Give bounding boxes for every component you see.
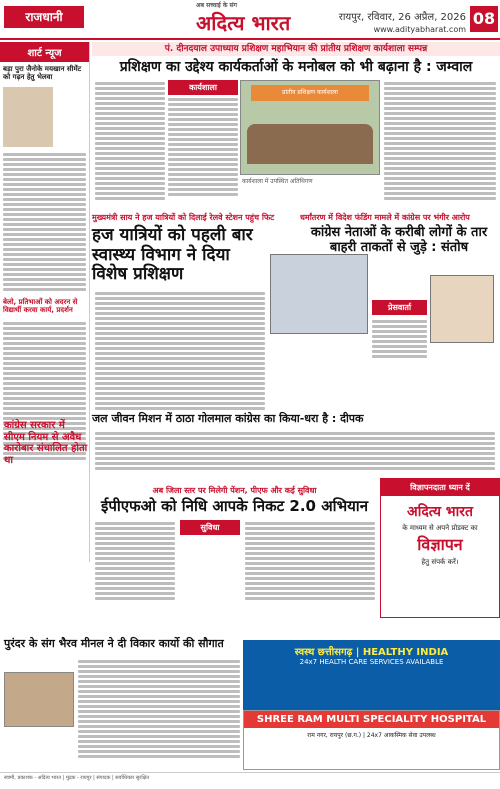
lead-column-3	[384, 80, 496, 210]
lead-headline[interactable]: प्रशिक्षण का उद्देश्य कार्यकर्ताओं के मनोबल को भी बढ़ाना है : जम्वाल	[119, 59, 473, 75]
congress-strip: धर्मांतरण में विदेश फंडिंग मामले में कांग्रेस पर भंगीर आरोप	[300, 213, 470, 222]
sidebar-headline-1: बड़ा पुरा जैनोके मयखान सीमेंट को गढ़न हेतु भेलवा	[3, 65, 82, 82]
epf-body-1	[95, 520, 175, 602]
jal-headline[interactable]: जल जीवन मिशन में ठाठा गोलमाल कांग्रेस का किया-धरा है : दीपक	[92, 412, 364, 425]
logo-tagline: अब सच्चाई के संग	[196, 2, 237, 9]
congress-tag: प्रेसवार्ता	[372, 300, 427, 315]
lead-photo	[240, 80, 380, 175]
hajj-headline[interactable]: हज यात्रियों को पहली बार स्वास्थ्य विभाग ने दिया विशेष प्रशिक्षण	[92, 225, 253, 285]
lead-photo-caption: कार्यशाला में उपस्थित अतिथिगण	[242, 178, 313, 185]
dateline: रायपुर, रविवार, 26 अप्रैल, 2026	[338, 12, 466, 23]
bottom-left-body	[78, 658, 240, 760]
congress-headline[interactable]: कांग्रेस नेताओं के करीबी लोगों के तार बाहरी ताकतों से जुड़े : संतोष	[310, 225, 488, 255]
lead-strip: पं. दीनदयाल उपाध्याय प्रशिक्षण महाभियान की प्रांतीय प्रशिक्षण कार्यशाला सम्पन्न	[92, 42, 500, 56]
epf-body-2	[245, 520, 375, 602]
bottom-left-headline[interactable]: पुरंदर के संग भैरव मीनल ने दी विकार कार्यो की सौगात	[4, 637, 224, 650]
imprint-footer: स्वामी, प्रकाशक - अदित्य भारत | मुद्रक - रायपुर | संपादक | सर्वाधिकार सुरक्षित	[0, 772, 500, 789]
lead-photo-banner: प्रांतीय प्रशिक्षण कार्यशाला	[251, 85, 369, 101]
sidebar-text-lines	[0, 149, 89, 295]
logo-text: अदित्य भारत	[196, 11, 291, 35]
page-number: 08	[470, 6, 498, 32]
epf-tag: सुविधा	[180, 520, 240, 535]
masthead	[0, 0, 500, 40]
school-headline[interactable]: कांग्रेस सरकार में सीएम नियम से अवैध कारोबार संचालित होता था	[4, 420, 88, 466]
ad-logo: अदित्य भारत	[407, 504, 473, 520]
lead-column-1	[95, 80, 165, 210]
ad-header: विज्ञापनदाता ध्यान दें	[381, 479, 499, 496]
hospital-ad[interactable]	[243, 710, 500, 770]
sidebar-title: शार्ट न्यूज	[0, 42, 89, 62]
ad-cta: हेतु संपर्क करें।	[421, 558, 459, 566]
website-url[interactable]: www.adityabharat.com	[373, 25, 466, 34]
sidebar-headline-2: बेलो, प्रतिभाओं को अदरन से विद्यार्थी करवा कार्य, प्रदर्शन	[3, 297, 78, 315]
advertise-ad[interactable]	[380, 478, 500, 618]
lead-column-2	[168, 80, 238, 210]
portrait-photo	[430, 275, 494, 343]
ad-big-text: विज्ञापन	[417, 535, 463, 554]
epf-strip: अब जिला स्तर पर मिलेगी पेंशन, पीएफ और कई सुविधा	[152, 486, 317, 495]
health-ad-title: स्वस्थ छत्तीसगढ़ | HEALTHY INDIA	[294, 647, 449, 658]
health-ad[interactable]	[243, 640, 500, 710]
hajj-strip: मुख्यमंत्री साय ने हज यात्रियों को दिलाई रेलवे स्टेशन पहुंच फिट	[92, 213, 275, 222]
short-news-sidebar	[0, 42, 90, 562]
ad-text: के माध्यम से अपने प्रोडक्ट का	[402, 524, 478, 532]
hospital-name: SHREE RAM MULTI SPECIALITY HOSPITAL	[244, 711, 499, 728]
jal-body	[95, 430, 495, 472]
health-ad-sub: 24x7 HEALTH CARE SERVICES AVAILABLE	[299, 658, 444, 666]
hajj-body	[95, 290, 265, 412]
hospital-info: राम नगर, रायपुर (छ.ग.) | 24x7 आकस्मिक सेवा उपलब्ध	[307, 732, 436, 739]
epf-headline[interactable]: ईपीएफओ को निधि आपके निकट 2.0 अभियान	[100, 497, 369, 515]
newspaper-logo	[196, 3, 290, 36]
section-tag: राजधानी	[4, 6, 84, 28]
sidebar-photo	[3, 87, 53, 147]
bottom-left-photo	[4, 672, 74, 727]
hajj-photo	[270, 254, 368, 334]
lead-tag: कार्यशाला	[168, 80, 238, 95]
congress-body	[372, 318, 427, 360]
